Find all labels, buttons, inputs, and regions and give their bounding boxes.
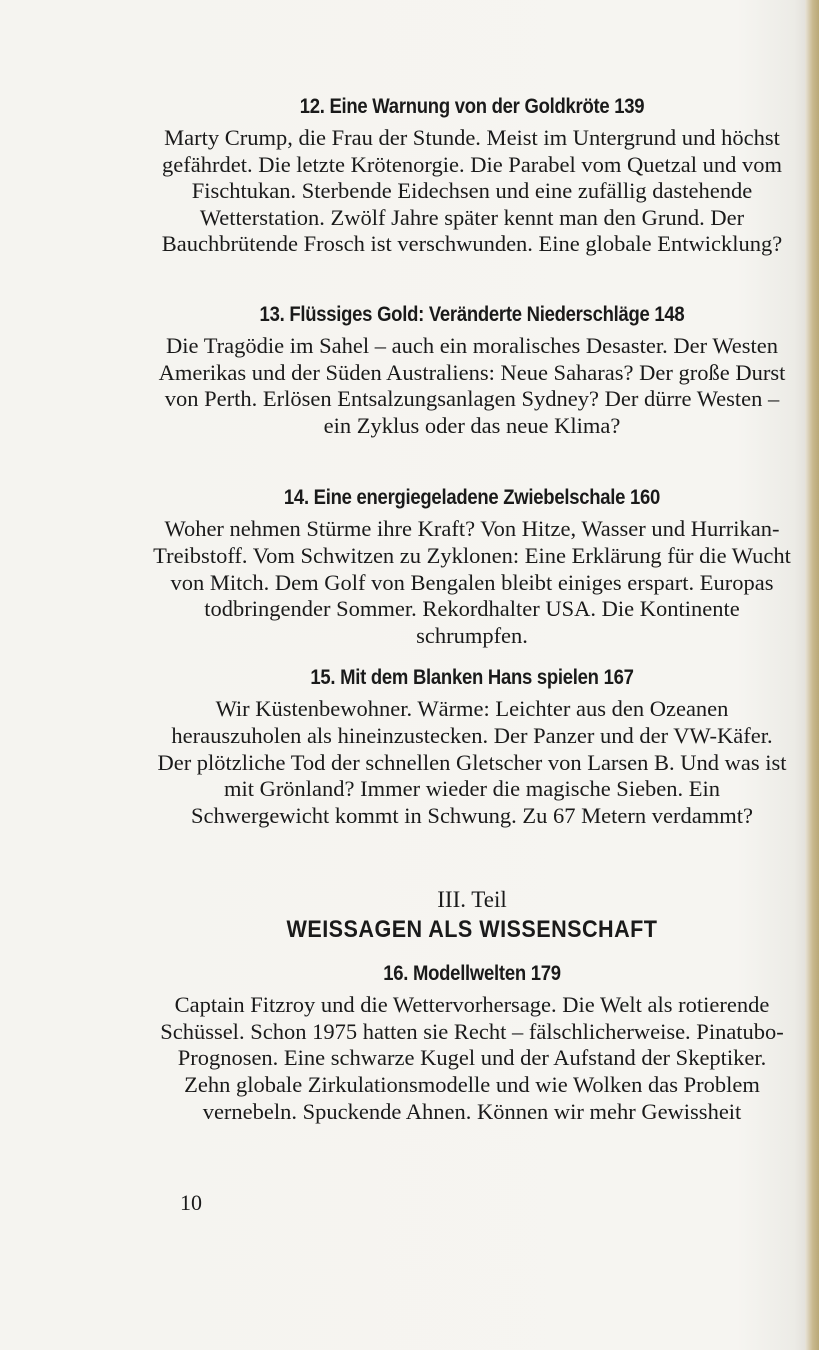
chapter-heading: 16. Modellwelten 179 (383, 962, 561, 986)
toc-entry-13 (152, 300, 792, 439)
table-of-contents (152, 92, 792, 1125)
chapter-summary: Woher nehmen Stürme ihre Kraft? Von Hitze, Wasser und Hurrikan-Treibstoff. Vom Schwitzen zu Zyklonen: Eine Erklärung für die Wucht von Mitch. Dem Golf von Bengalen bleibt einiges erspart. Europas todbringender Sommer. Rekordhalter USA. Die Kontinente schrumpfen. (153, 516, 791, 648)
page-number: 10 (180, 1190, 202, 1215)
chapter-heading: 12. Eine Warnung von der Goldkröte 139 (299, 95, 645, 118)
chapter-heading: 15. Mit dem Blanken Hans spielen 167 (310, 666, 634, 690)
part-title: WEISSAGEN ALS WISSENSCHAFT (286, 916, 658, 944)
toc-entry-14 (152, 483, 792, 649)
toc-entry-12 (152, 92, 792, 258)
chapter-summary: Wir Küstenbewohner. Wärme: Leichter aus den Ozeanen herauszuholen als hineinzustecken. Der Panzer und der VW-Käfer. Der plötzliche Tod der schnellen Gletscher von Larsen B. Und was ist mit Grönland? Immer wieder die magische Sieben. Ein Schwergewicht kommt in Schwung. Zu 67 Metern verdammt? (157, 696, 787, 828)
part-label: III. Teil (437, 887, 507, 913)
chapter-summary: Die Tragödie im Sahel – auch ein moralisches Desaster. Der Westen Amerikas und der Süden Australiens: Neue Saharas? Der große Durst von Perth. Erlösen Entsalzungsanlagen Sydney? Der dürre Westen – ein Zyklus oder das neue Klima? (158, 332, 786, 438)
chapter-heading: 13. Flüssiges Gold: Veränderte Niederschläge 148 (259, 302, 685, 326)
toc-entry-16 (152, 959, 792, 1125)
page-edge (805, 0, 819, 1350)
chapter-summary: Captain Fitzroy und die Wettervorhersage. Die Welt als rotierende Schüssel. Schon 1975 hatten sie Recht – fälschlicherweise. Pinatubo-Prognosen. Eine schwarze Kugel und der Aufstand der Skeptiker. Zehn globale Zirkulationsmodelle und wie Wolken das Problem vernebeln. Spuckende Ahnen. Können wir mehr Gewissheit (160, 992, 784, 1124)
part-header (152, 887, 792, 945)
chapter-heading: 14. Eine energiegeladene Zwiebelschale 160 (283, 486, 661, 510)
toc-entry-15 (152, 663, 792, 829)
chapter-summary: Marty Crump, die Frau der Stunde. Meist im Untergrund und höchst gefährdet. Die letzte Krötenorgie. Die Parabel vom Quetzal und vom Fischtukan. Sterbende Eidechsen und eine zufällig dastehende Wetterstation. Zwölf Jahre später kennt man den Grund. Der Bauchbrütende Frosch ist verschwunden. Eine globale Entwicklung? (161, 125, 783, 257)
